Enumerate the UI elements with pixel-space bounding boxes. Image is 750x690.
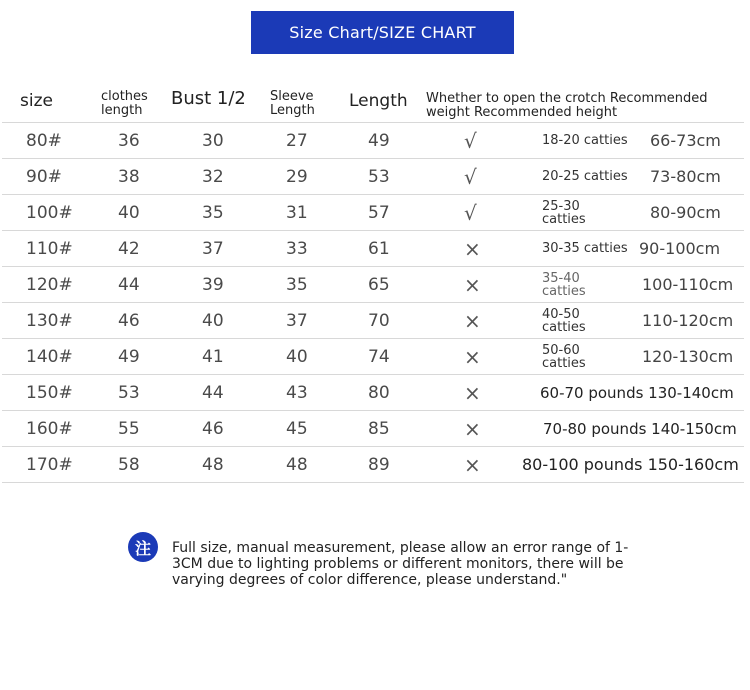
cell-size: 140# <box>26 346 73 367</box>
cell-sleeve: 48 <box>286 454 308 475</box>
cell-bust: 32 <box>202 166 224 187</box>
cell-clothes-length: 36 <box>118 130 140 151</box>
cell-length: 70 <box>368 310 390 331</box>
note-text: Full size, manual measurement, please allow an error range of 1-3CM due to lighting problems or different monitors, there will be varying degrees of color difference, please understand." <box>172 540 629 588</box>
cell-size: 160# <box>26 418 73 439</box>
cell-size: 130# <box>26 310 73 331</box>
size-table <box>2 122 744 483</box>
cell-clothes-length: 58 <box>118 454 140 475</box>
cell-length: 53 <box>368 166 390 187</box>
header-sleeve-length: Sleeve Length <box>270 89 315 118</box>
table-row <box>2 339 744 375</box>
cell-bust: 40 <box>202 310 224 331</box>
cell-weight: 20-25 catties <box>542 169 628 184</box>
cell-sleeve: 31 <box>286 202 308 223</box>
check-icon: √ <box>464 200 477 225</box>
header-crotch-weight-height: Whether to open the crotch Recommended weight Recommended height <box>426 91 708 120</box>
table-row <box>2 411 744 447</box>
table-row <box>2 303 744 339</box>
size-chart-banner: Size Chart/SIZE CHART <box>251 11 514 54</box>
cell-length: 80 <box>368 382 390 403</box>
table-row <box>2 231 744 267</box>
cross-icon: × <box>464 380 481 405</box>
note-icon: 注 <box>128 532 158 562</box>
cell-sleeve: 37 <box>286 310 308 331</box>
cross-icon: × <box>464 452 481 477</box>
cell-length: 61 <box>368 238 390 259</box>
cell-height: 90-100cm <box>639 239 721 258</box>
table-row <box>2 375 744 411</box>
cell-size: 100# <box>26 202 73 223</box>
cell-length: 89 <box>368 454 390 475</box>
cell-clothes-length: 44 <box>118 274 140 295</box>
table-row <box>2 159 744 195</box>
cell-weight: 40-50 catties <box>542 306 586 335</box>
cell-length: 85 <box>368 418 390 439</box>
check-icon: √ <box>464 128 477 153</box>
cell-bust: 46 <box>202 418 224 439</box>
table-row <box>2 123 744 159</box>
check-icon: √ <box>464 164 477 189</box>
cell-weight: 50-60 catties <box>542 342 586 371</box>
cell-size: 110# <box>26 238 73 259</box>
cell-bust: 35 <box>202 202 224 223</box>
header-clothes-length: clothes length <box>101 89 148 118</box>
header-size: size <box>20 91 53 111</box>
cell-sleeve: 35 <box>286 274 308 295</box>
cell-length: 65 <box>368 274 390 295</box>
cell-weight: 18-20 catties <box>542 133 628 148</box>
cell-clothes-length: 42 <box>118 238 140 259</box>
cell-height: 73-80cm <box>650 167 721 186</box>
cell-size: 120# <box>26 274 73 295</box>
cross-icon: × <box>464 272 481 297</box>
cell-sleeve: 40 <box>286 346 308 367</box>
cross-icon: × <box>464 308 481 333</box>
header-bust: Bust 1/2 <box>171 88 246 109</box>
cell-clothes-length: 55 <box>118 418 140 439</box>
cell-weight: 30-35 catties <box>542 241 628 256</box>
cell-clothes-length: 38 <box>118 166 140 187</box>
cell-clothes-length: 53 <box>118 382 140 403</box>
cell-weight: 25-30 catties <box>542 198 586 227</box>
table-row <box>2 195 744 231</box>
cell-bust: 41 <box>202 346 224 367</box>
cross-icon: × <box>464 236 481 261</box>
cell-clothes-length: 40 <box>118 202 140 223</box>
cross-icon: × <box>464 416 481 441</box>
cell-height: 80-90cm <box>650 203 721 222</box>
cell-bust: 44 <box>202 382 224 403</box>
cell-size: 150# <box>26 382 73 403</box>
cell-clothes-length: 49 <box>118 346 140 367</box>
cell-bust: 48 <box>202 454 224 475</box>
cell-length: 49 <box>368 130 390 151</box>
cell-size: 80# <box>26 130 62 151</box>
cell-weight-height: 60-70 pounds 130-140cm <box>540 383 734 402</box>
cell-length: 74 <box>368 346 390 367</box>
cell-weight: 35-40 catties <box>542 270 586 299</box>
cell-size: 170# <box>26 454 73 475</box>
cell-bust: 39 <box>202 274 224 295</box>
table-header <box>0 84 750 122</box>
cell-weight-height: 70-80 pounds 140-150cm <box>543 419 737 438</box>
cell-sleeve: 29 <box>286 166 308 187</box>
cell-sleeve: 45 <box>286 418 308 439</box>
table-row <box>2 447 744 483</box>
cell-height: 100-110cm <box>642 275 734 294</box>
table-row <box>2 267 744 303</box>
cell-sleeve: 27 <box>286 130 308 151</box>
cell-bust: 30 <box>202 130 224 151</box>
cell-weight-height: 80-100 pounds 150-160cm <box>522 455 739 474</box>
cell-height: 66-73cm <box>650 131 721 150</box>
cell-size: 90# <box>26 166 62 187</box>
cell-sleeve: 43 <box>286 382 308 403</box>
cross-icon: × <box>464 344 481 369</box>
cell-sleeve: 33 <box>286 238 308 259</box>
header-length: Length <box>349 91 408 111</box>
cell-clothes-length: 46 <box>118 310 140 331</box>
cell-height: 110-120cm <box>642 311 734 330</box>
cell-height: 120-130cm <box>642 347 734 366</box>
cell-bust: 37 <box>202 238 224 259</box>
cell-length: 57 <box>368 202 390 223</box>
